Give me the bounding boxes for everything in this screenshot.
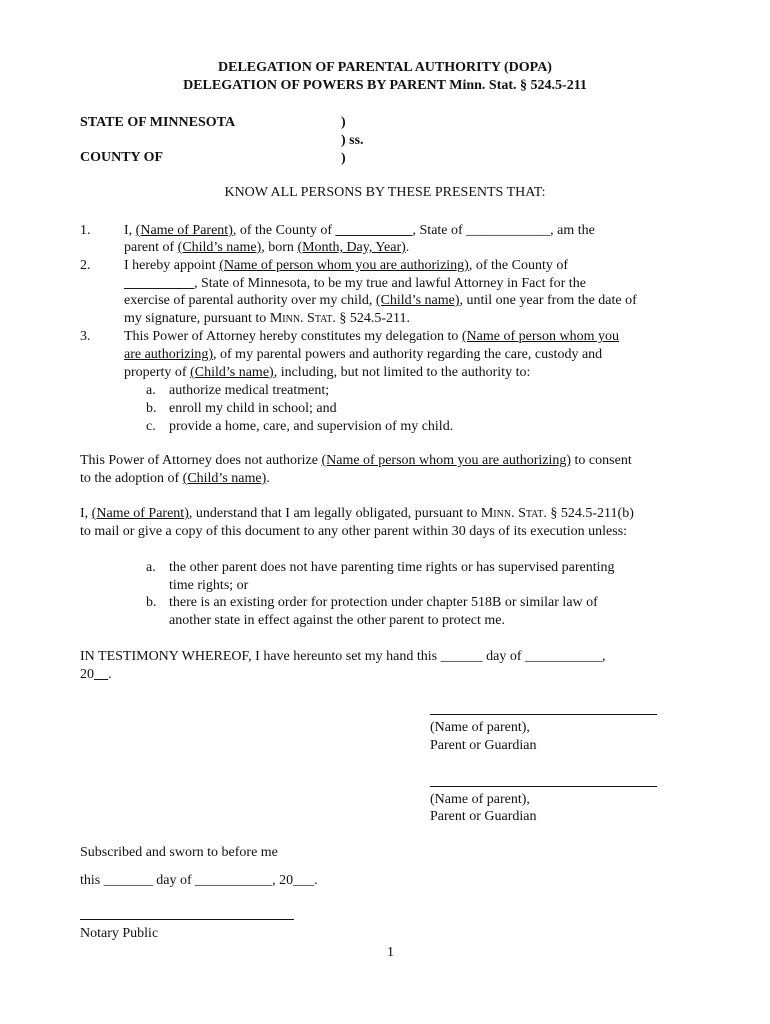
document-title: DELEGATION OF PARENTAL AUTHORITY (DOPA) <box>218 60 552 75</box>
item-number-1: 1. <box>80 223 91 238</box>
statute-citation: Minn. Stat. <box>269 311 336 326</box>
exception-a-label: a. <box>146 560 156 575</box>
sub-item-b-label: b. <box>146 401 157 416</box>
signature-1-name: (Name of parent), <box>430 720 530 735</box>
obligation-line-2: to mail or give a copy of this document to any other parent within 30 days of its execution unless: <box>80 524 628 539</box>
authorized-person-field: (Name of person whom you are authorizing) <box>321 453 572 468</box>
notary-signature-line[interactable] <box>80 919 294 920</box>
item-1-line-2: parent of (Child’s name), born (Month, Day, Year). <box>124 240 410 255</box>
item-2-line-3: exercise of parental authority over my child, (Child’s name), until one year from the date of <box>124 293 637 308</box>
authorized-person-field: (Name of person whom you are authorizing) <box>219 258 469 273</box>
venue-paren-3: ) <box>341 151 346 166</box>
item-3-line-3: property of (Child’s name), including, but not limited to the authority to: <box>124 365 531 380</box>
child-name-field: (Child’s name) <box>177 240 262 255</box>
exception-b-label: b. <box>146 595 157 610</box>
child-name-field: (Child’s name) <box>182 471 267 486</box>
sub-item-a: authorize medical treatment; <box>169 383 330 398</box>
testimony-line-2: 20__. <box>80 667 112 682</box>
notary-public-label: Notary Public <box>80 926 159 941</box>
signature-2-name: (Name of parent), <box>430 792 530 807</box>
signature-line-1[interactable] <box>430 714 657 715</box>
exception-a-line-1: the other parent does not have parenting time rights or has supervised parenting <box>169 560 615 575</box>
signature-line-2[interactable] <box>430 786 657 787</box>
signature-1-role: Parent or Guardian <box>430 738 537 753</box>
page-number: 1 <box>387 945 394 960</box>
item-number-3: 3. <box>80 329 91 344</box>
adoption-line-2: to the adoption of (Child’s name). <box>80 471 270 486</box>
item-1-line-1: I, (Name of Parent), of the County of ___________, State of ____________, am the <box>124 223 595 238</box>
sub-item-a-label: a. <box>146 383 156 398</box>
exception-b-line-1: there is an existing order for protection under chapter 518B or similar law of <box>169 595 598 610</box>
statute-citation: Minn. Stat. <box>480 506 547 521</box>
item-2-line-2: __________, State of Minnesota, to be my true and lawful Attorney in Fact for the <box>124 276 586 291</box>
venue-state: STATE OF MINNESOTA <box>80 115 236 130</box>
venue-paren-ss: ) ss. <box>341 133 364 148</box>
signature-2-role: Parent or Guardian <box>430 809 537 824</box>
sub-item-c: provide a home, care, and supervision of my child. <box>169 419 454 434</box>
child-name-field: (Child’s name) <box>190 365 274 380</box>
county-blank: ___________ <box>335 223 413 238</box>
item-3-line-1: This Power of Attorney hereby constitutes my delegation to (Name of person whom you <box>124 329 619 344</box>
name-of-parent-field: (Name of Parent) <box>91 506 189 521</box>
adoption-line-1: This Power of Attorney does not authorize (Name of person whom you are authorizing) to consent <box>80 453 632 468</box>
child-name-field: (Child’s name) <box>375 293 460 308</box>
item-2-line-4: my signature, pursuant to Minn. Stat. § 524.5-211. <box>124 311 411 326</box>
item-3-line-2: are authorizing), of my parental powers and authority regarding the care, custody and <box>124 347 603 362</box>
know-all-persons-heading: KNOW ALL PERSONS BY THESE PRESENTS THAT: <box>224 185 546 200</box>
exception-a-line-2: time rights; or <box>169 578 249 593</box>
obligation-line-1: I, (Name of Parent), understand that I am legally obligated, pursuant to Minn. Stat. § 524.5-211(b) <box>80 506 634 521</box>
item-2-line-1: I hereby appoint (Name of person whom you are authorizing), of the County of <box>124 258 568 273</box>
sub-item-b: enroll my child in school; and <box>169 401 337 416</box>
testimony-line-1: IN TESTIMONY WHEREOF, I have hereunto set my hand this ______ day of ___________, <box>80 649 606 664</box>
sub-item-c-label: c. <box>146 419 156 434</box>
authorized-person-field-cont: are authorizing) <box>124 347 214 362</box>
authorized-person-field: (Name of person whom you <box>461 329 619 344</box>
county-blank: __________ <box>124 276 194 291</box>
venue-county: COUNTY OF <box>80 150 164 165</box>
exception-b-line-2: another state in effect against the other parent to protect me. <box>169 613 505 628</box>
document-subtitle: DELEGATION OF POWERS BY PARENT Minn. Stat. § 524.5-211 <box>183 78 587 93</box>
year-blank: __ <box>94 667 108 682</box>
notary-date-line: this _______ day of ___________, 20___. <box>80 873 318 888</box>
item-number-2: 2. <box>80 258 91 273</box>
birth-date-field: (Month, Day, Year) <box>297 240 406 255</box>
venue-paren-1: ) <box>341 115 346 130</box>
subscribed-sworn-text: Subscribed and sworn to before me <box>80 845 278 860</box>
name-of-parent-field: (Name of Parent) <box>135 223 233 238</box>
